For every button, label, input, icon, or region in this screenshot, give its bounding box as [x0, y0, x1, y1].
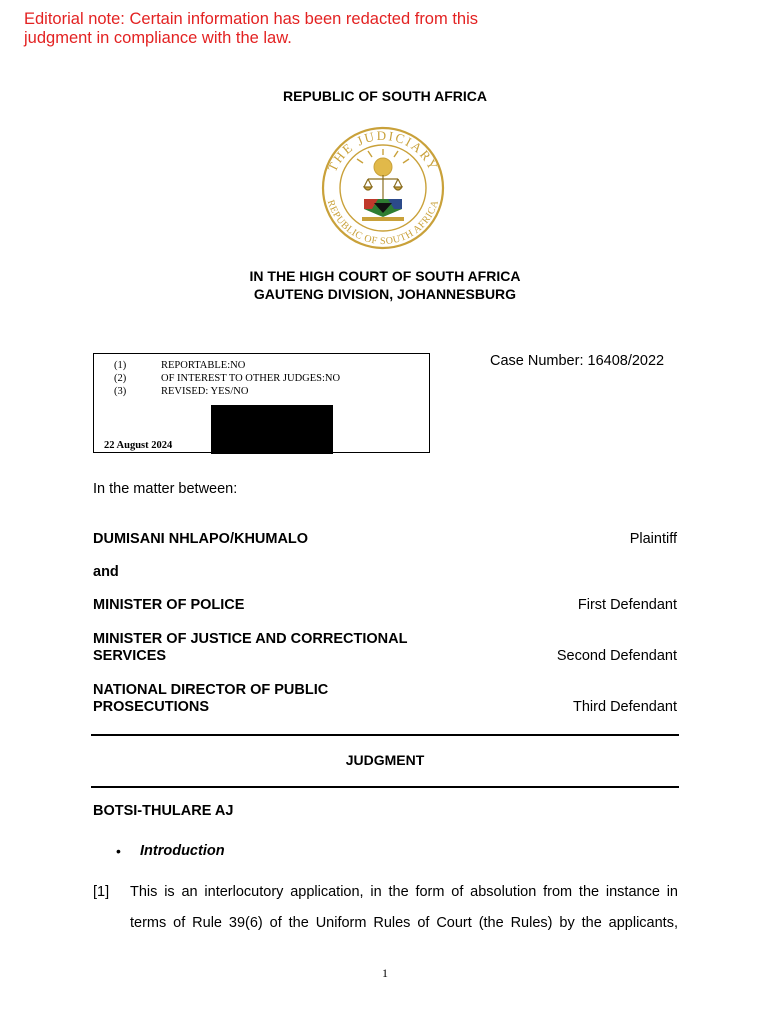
divider-top [91, 734, 679, 736]
paragraph-line: terms of Rule 39(6) of the Uniform Rules of Court (the Rules) by the applicants, [130, 915, 678, 931]
seal-scales-icon [364, 175, 402, 199]
defendant-name-line: NATIONAL DIRECTOR OF PUBLIC [93, 682, 329, 698]
judge-name: BOTSI-THULARE AJ [93, 803, 234, 819]
paragraph-text [130, 877, 678, 939]
and-connector: and [93, 564, 119, 580]
editorial-note [24, 10, 478, 48]
defendant-name-line: MINISTER OF POLICE [93, 597, 245, 613]
defendant-name-line: MINISTER OF JUSTICE AND CORRECTIONAL [93, 631, 408, 647]
judiciary-seal-icon [312, 125, 454, 251]
defendant-name-line: SERVICES [93, 648, 167, 664]
defendant-name-line: PROSECUTIONS [93, 699, 210, 715]
seal-sun [374, 158, 392, 176]
seal-base [362, 217, 404, 221]
seal-bottom-text: REPUBLIC OF SOUTH AFRICA [324, 198, 442, 248]
court-heading [0, 267, 770, 303]
defendant-role: Third Defendant [573, 699, 677, 715]
section-heading: Introduction [140, 843, 225, 859]
paragraph-line: This is an interlocutory application, in the form of absolution from the instance in [130, 884, 678, 900]
editorial-note-line: judgment in compliance with the law. [24, 29, 292, 47]
item-number: (1) [114, 360, 127, 371]
reportable-box [93, 353, 430, 453]
item-text: OF INTEREST TO OTHER JUDGES:NO [161, 373, 341, 384]
defendant-name [93, 682, 328, 716]
bullet-icon: • [116, 843, 121, 859]
page-number: 1 [382, 966, 388, 980]
country-heading: REPUBLIC OF SOUTH AFRICA [282, 88, 488, 104]
item-text: REVISED: YES/NO [161, 386, 249, 397]
judgment-date: 22 August 2024 [104, 440, 173, 451]
court-name: IN THE HIGH COURT OF SOUTH AFRICA [249, 268, 521, 284]
item-number: (3) [114, 386, 127, 397]
seal-top-text: THE JUDICIARY [324, 127, 442, 174]
judgment-title: JUDGMENT [345, 752, 425, 768]
case-number: Case Number: 16408/2022 [490, 353, 665, 369]
divider-bottom [91, 786, 679, 788]
defendant-name [93, 597, 244, 614]
defendant-role: First Defendant [577, 597, 677, 613]
plaintiff-role: Plaintiff [629, 531, 677, 547]
paragraph-number: [1] [93, 884, 110, 900]
defendant-role: Second Defendant [556, 648, 677, 664]
item-text: REPORTABLE:NO [161, 360, 246, 371]
redacted-signature [211, 405, 333, 454]
item-number: (2) [114, 373, 127, 384]
defendant-name [93, 631, 407, 665]
plaintiff-name: DUMISANI NHLAPO/KHUMALO [93, 531, 309, 547]
matter-intro: In the matter between: [93, 481, 238, 497]
editorial-note-line: Editorial note: Certain information has been redacted from this [24, 10, 478, 28]
court-division: GAUTENG DIVISION, JOHANNESBURG [253, 286, 517, 302]
